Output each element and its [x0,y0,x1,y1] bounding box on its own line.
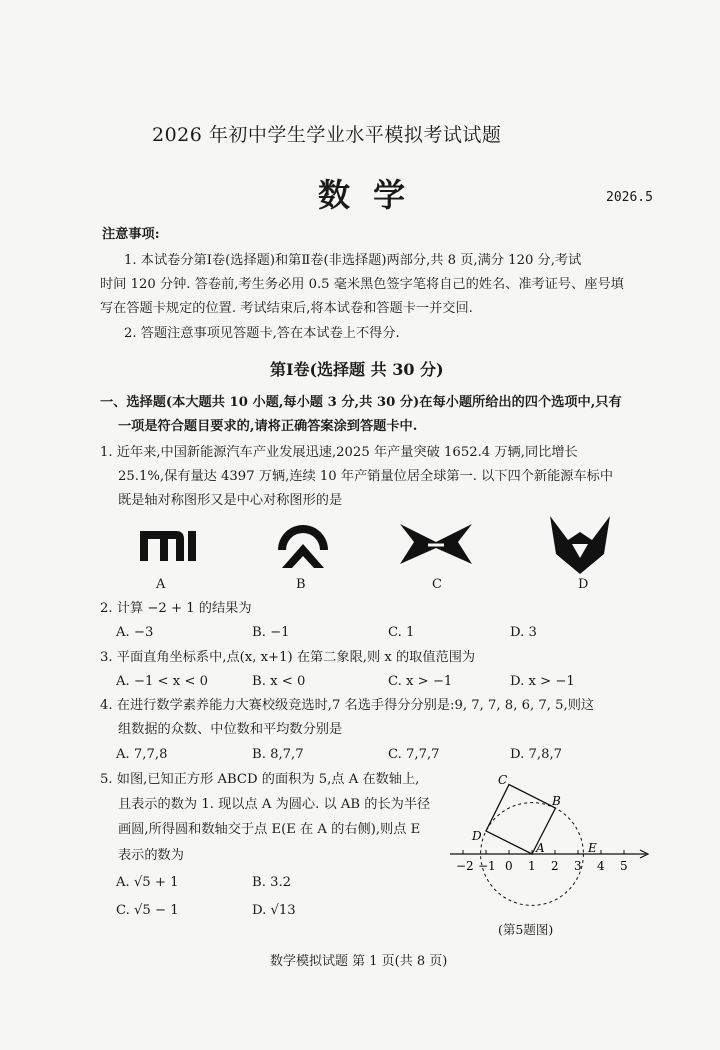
fox-logo-icon [548,514,612,576]
notice-item-2: 2. 答题注意事项见答题卡,答在本试卷上不得分. [124,326,400,341]
q5-option-c: C. √5 − 1 [116,903,179,918]
q4-line-2: 组数据的众数、中位数和平均数分别是 [118,722,343,737]
q5-line-3: 画圆,所得圆和数轴交于点 E(E 在 A 的右侧),则点 E [118,822,421,837]
q5-line-2: 且表示的数为 1. 现以点 A 为圆心. 以 AB 的长为半径 [118,797,431,812]
subject-title: 数 学 [318,176,412,214]
point-label-a: A [536,841,545,855]
q1-option-label-d: D [578,577,589,592]
section-intro-line-2: 一项是符合题目要求的,请将正确答案涂到答题卡中. [118,419,418,434]
q4-line-1: 4. 在进行数学素养能力大赛校级竞选时,7 名选手得分分别是:9, 7, 7, 8, 6, 7, 5,则这 [100,698,595,713]
notice-item-1-line-3: 写在答题卡规定的位置. 考试结束后,将本试卷和答题卡一并交回. [100,301,473,316]
q5-option-a: A. √5 + 1 [116,875,179,890]
q2-option-c: C. 1 [388,625,415,640]
q3-option-c: C. x > −1 [388,674,453,689]
notice-heading: 注意事项: [102,227,160,242]
square-abcd [486,785,556,855]
tick-label: 5 [620,859,628,873]
q4-option-b: B. 8,7,7 [252,747,304,762]
tick-label: 0 [505,859,513,873]
tick-label: 2 [551,859,559,873]
q3-option-a: A. −1 < x < 0 [116,674,209,689]
section-title: 第Ⅰ卷(选择题 共 30 分) [270,360,444,379]
nio-logo-icon [272,518,334,570]
q5-figure [440,770,660,920]
q5-figure-caption: (第5题图) [498,922,554,937]
xpeng-logo-icon [398,522,476,568]
q1-option-label-a: A [156,577,166,592]
q5-option-b: B. 3.2 [252,875,292,890]
q2-option-a: A. −3 [116,625,154,640]
q3-option-b: B. x < 0 [252,674,306,689]
q2-stem: 2. 计算 −2 + 1 的结果为 [100,601,252,616]
tick-label: −2 [456,859,474,873]
notice-item-1-line-2: 时间 120 分钟. 答卷前,考生务必用 0.5 毫米黑色签字笔将自己的姓名、准考证号、座号填 [100,277,624,292]
point-label-b: B [552,794,561,808]
q2-option-b: B. −1 [252,625,290,640]
q1-line-3: 既是轴对称图形又是中心对称图形的是 [118,493,343,508]
tick-label: 4 [597,859,605,873]
q1-option-label-b: B [296,577,306,592]
tick-label: 3 [574,859,582,873]
section-intro-line-1: 一、选择题(本大题共 10 小题,每小题 3 分,共 30 分)在每小题所给出的四个选项中,只有 [100,395,622,410]
q4-option-a: A. 7,7,8 [116,747,168,762]
q1-line-2: 25.1%,保有量达 4397 万辆,连续 10 年产销量位居全球第一. 以下四个新能源车标中 [118,469,614,484]
point-label-d: D [472,829,482,843]
q4-option-c: C. 7,7,7 [388,747,440,762]
exam-date: 2026.5 [606,190,653,205]
q1-option-label-c: C [432,577,442,592]
mi-logo-icon [136,525,196,565]
q3-option-d: D. x > −1 [510,674,575,689]
point-label-e: E [588,841,597,855]
page-footer: 数学模拟试题 第 1 页(共 8 页) [270,954,448,969]
exam-title: 2026 年初中学生学业水平模拟考试试题 [152,124,502,146]
point-label-c: C [498,773,508,787]
q2-option-d: D. 3 [510,625,537,640]
q4-option-d: D. 7,8,7 [510,747,563,762]
q5-option-d: D. √13 [252,903,296,918]
notice-item-1-line-1: 1. 本试卷分第Ⅰ卷(选择题)和第Ⅱ卷(非选择题)两部分,共 8 页,满分 120 分,考试 [124,253,582,268]
q5-line-1: 5. 如图,已知正方形 ABCD 的面积为 5,点 A 在数轴上, [100,772,420,787]
q1-line-1: 1. 近年来,中国新能源汽车产业发展迅速,2025 年产量突破 1652.4 万辆,同比增长 [100,445,578,460]
q3-stem: 3. 平面直角坐标系中,点(x, x+1) 在第二象限,则 x 的取值范围为 [100,650,476,665]
q5-line-4: 表示的数为 [118,848,184,863]
tick-label: 1 [528,859,536,873]
tick-label: −1 [478,859,496,873]
